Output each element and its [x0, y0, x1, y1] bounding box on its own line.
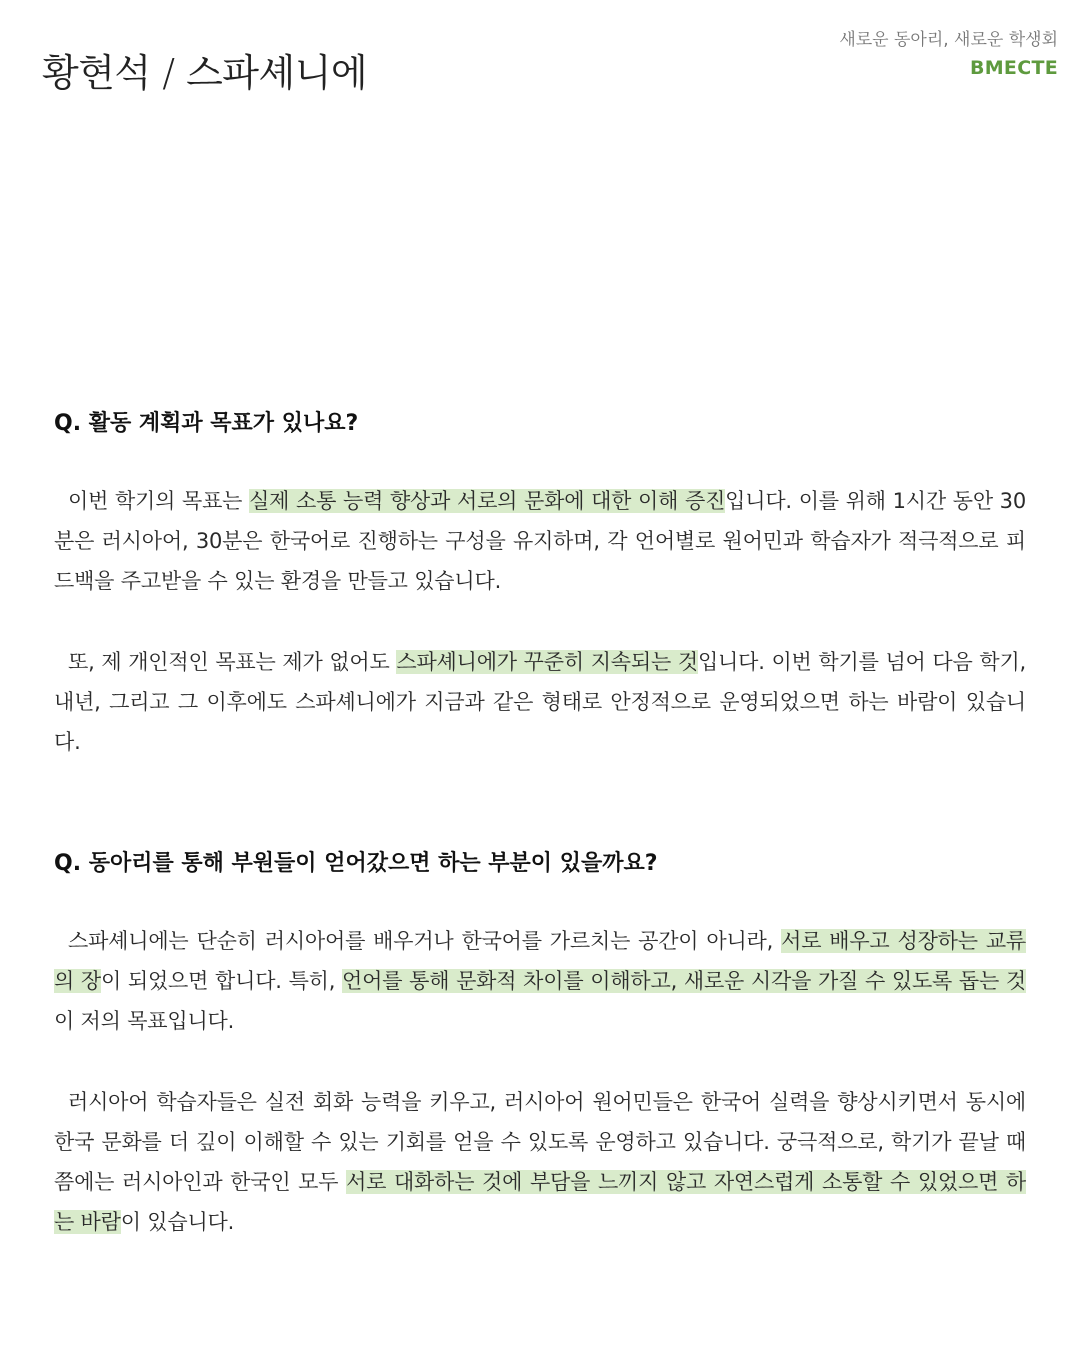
- answer-text: 이 있습니다.: [120, 1210, 235, 1234]
- answer-text: 이번 학기의 목표는: [68, 489, 250, 513]
- qa-section-goals: [54, 404, 1026, 803]
- highlighted-text: 서로 배우고 성장하는 교류의 장: [54, 929, 1027, 993]
- brand-block: [839, 28, 1058, 84]
- answer-text: 또, 제 개인적인 목표는 제가 없어도: [68, 650, 397, 674]
- brand-tagline: 새로운 동아리, 새로운 학생회: [839, 30, 1058, 50]
- answer-text: 입니다. 이번 학기를 넘어 다음 학기, 내년, 그리고 그 이후에도 스파셰니에가 지금과 같은 형태로 안정적으로 운영되었으면 하는 바람이 있습니다.: [54, 650, 1027, 754]
- answer-paragraph: [54, 921, 1026, 1041]
- question-heading: Q. 활동 계획과 목표가 있나요?: [54, 411, 359, 436]
- answer-paragraph: [54, 481, 1026, 601]
- answer-text: 러시아어 학습자들은 실전 회화 능력을 키우고, 러시아어 원어민들은 한국어 실력을 향상시키면서 동시에 한국 문화를 더 깊이 이해할 수 있는 기회를 얻을 수 있도록 운영하고 있습니다. 궁극적으로, 학기가 끝날 때쯤에는 러시아인과 한국인 모두: [54, 1090, 1026, 1194]
- highlighted-text: 서로 대화하는 것에 부담을 느끼지 않고 자연스럽게 소통할 수 있었으면 하는 바람: [54, 1170, 1026, 1234]
- answer-text: 이 되었으면 합니다. 특히,: [100, 969, 343, 993]
- answer-paragraph: [54, 642, 1026, 762]
- answer-text: 스파셰니에는 단순히 러시아어를 배우거나 한국어를 가르치는 공간이 아니라,: [68, 929, 782, 953]
- answer-paragraph: [54, 1082, 1026, 1242]
- question-heading: Q. 동아리를 통해 부원들이 얻어갔으면 하는 부분이 있을까요?: [54, 851, 658, 876]
- qa-section-takeaways: [54, 844, 1026, 1283]
- page-title: 황현석 / 스파셰니에: [42, 51, 368, 95]
- highlighted-text: 언어를 통해 문화적 차이를 이해하고, 새로운 시각을 가질 수 있도록 돕는 것: [342, 969, 1027, 993]
- highlighted-text: 실제 소통 능력 향상과 서로의 문화에 대한 이해 증진: [249, 489, 726, 513]
- answer-text: 입니다. 이를 위해 1시간 동안 30분은 러시아어, 30분은 한국어로 진행하는 구성을 유지하며, 각 언어별로 원어민과 학습자가 적극적으로 피드백을 주고받을 수 있는 환경을 만들고 있습니다.: [54, 489, 1027, 593]
- answer-text: 이 저의 목표입니다.: [54, 1009, 235, 1033]
- highlighted-text: 스파셰니에가 꾸준히 지속되는 것: [396, 650, 698, 674]
- brand-logo: BMECTE: [969, 57, 1058, 79]
